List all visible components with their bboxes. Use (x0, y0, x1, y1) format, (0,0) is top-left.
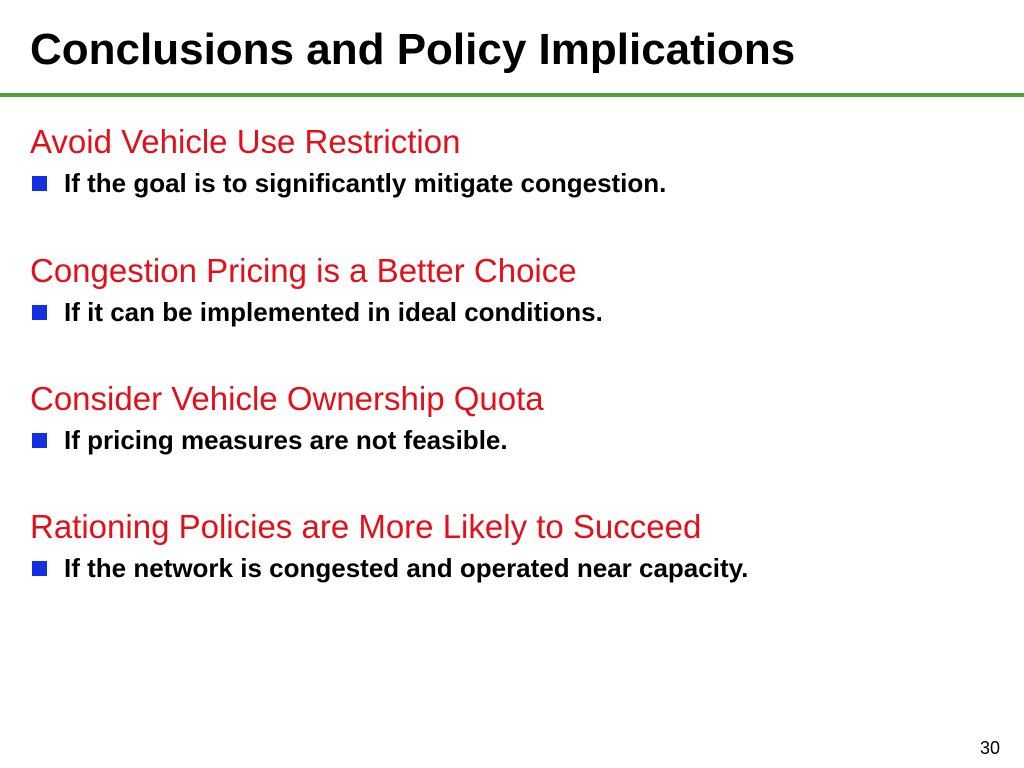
bullet-text: If the network is congested and operated near capacity. (64, 553, 749, 583)
title-divider (0, 93, 1024, 97)
bullet-text: If pricing measures are not feasible. (64, 425, 508, 455)
bullet-text: If the goal is to significantly mitigate congestion. (64, 168, 667, 198)
section-congestion-pricing (30, 252, 603, 328)
square-bullet-icon (32, 305, 47, 320)
section-heading: Congestion Pricing is a Better Choice (30, 252, 577, 289)
section-heading: Avoid Vehicle Use Restriction (30, 123, 461, 160)
section-heading: Consider Vehicle Ownership Quota (30, 380, 544, 417)
section-rationing-policies (30, 508, 748, 584)
bullet-item (30, 424, 544, 456)
bullet-text: If it can be implemented in ideal conditions. (64, 297, 603, 327)
bullet-item (30, 167, 666, 199)
bullet-item (30, 296, 603, 328)
slide-title: Conclusions and Policy Implications (30, 25, 796, 74)
section-avoid-vehicle-use-restriction (30, 123, 666, 199)
square-bullet-icon (32, 176, 47, 191)
square-bullet-icon (32, 433, 47, 448)
square-bullet-icon (32, 561, 47, 576)
section-vehicle-ownership-quota (30, 380, 544, 456)
bullet-item (30, 552, 748, 584)
page-number: 30 (979, 738, 1000, 758)
section-heading: Rationing Policies are More Likely to Succeed (30, 508, 702, 545)
